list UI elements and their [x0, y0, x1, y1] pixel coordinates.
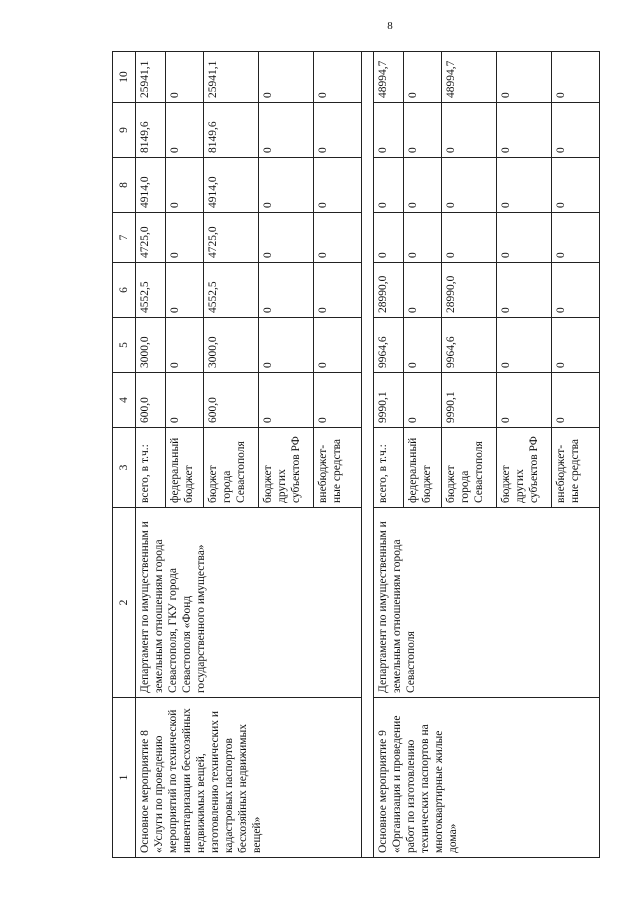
- column-header: 6: [113, 263, 136, 318]
- value-cell: 0: [259, 103, 314, 158]
- value-cell: 0: [442, 158, 497, 213]
- value-cell: 0: [404, 52, 442, 103]
- column-header: 10: [113, 52, 136, 103]
- executor-cell: Департамент по имущественным и земельным отношениям города Севастополя: [374, 508, 600, 698]
- value-cell: 9964,6: [442, 318, 497, 373]
- column-header: 3: [113, 428, 136, 508]
- column-header: 1: [113, 698, 136, 858]
- value-cell: 0: [314, 158, 362, 213]
- value-cell: 0: [552, 158, 600, 213]
- value-cell: 0: [166, 213, 204, 263]
- header-row: [113, 52, 136, 858]
- value-cell: 0: [552, 373, 600, 428]
- value-cell: 9990,1: [374, 373, 404, 428]
- value-cell: 4725,0: [136, 213, 166, 263]
- value-cell: 0: [497, 52, 552, 103]
- value-cell: 4552,5: [136, 263, 166, 318]
- value-cell: 9964,6: [374, 318, 404, 373]
- value-cell: 0: [259, 52, 314, 103]
- value-cell: 0: [552, 213, 600, 263]
- column-header: 5: [113, 318, 136, 373]
- value-cell: 3000,0: [136, 318, 166, 373]
- value-cell: 4914,0: [136, 158, 166, 213]
- block-separator: [362, 52, 374, 858]
- value-cell: 0: [314, 263, 362, 318]
- activity-cell: Основное мероприятие 9 «Организация и проведение работ по изготовлению технических паспортов на многоквартирные жилые дома»: [374, 698, 600, 858]
- value-cell: 0: [374, 158, 404, 213]
- value-cell: 0: [552, 52, 600, 103]
- value-cell: 0: [259, 158, 314, 213]
- value-cell: 25941,1: [204, 52, 259, 103]
- source-cell: всего, в т.ч.:: [374, 428, 404, 508]
- value-cell: 0: [497, 213, 552, 263]
- value-cell: 0: [314, 318, 362, 373]
- source-cell: бюджет города Севастополя: [442, 428, 497, 508]
- source-cell: федеральный бюджет: [404, 428, 442, 508]
- activity-cell: Основное мероприятие 8 «Услуги по проведению мероприятий по технической инвентаризации бесхозяйных недвижимых вещей, изготовлению технических и кадастровых паспортов бесхозяйных недвижимых вещей»: [136, 698, 362, 858]
- value-cell: 48994,7: [442, 52, 497, 103]
- value-cell: 0: [259, 318, 314, 373]
- value-cell: 4552,5: [204, 263, 259, 318]
- value-cell: 0: [166, 318, 204, 373]
- source-cell: бюджет других субъектов РФ: [259, 428, 314, 508]
- value-cell: 0: [404, 318, 442, 373]
- source-cell: внебюджет-ные средства: [552, 428, 600, 508]
- value-cell: 0: [259, 263, 314, 318]
- separator-cell: [362, 52, 374, 858]
- value-cell: 600,0: [204, 373, 259, 428]
- value-cell: 0: [442, 213, 497, 263]
- value-cell: 0: [552, 318, 600, 373]
- column-header: 7: [113, 213, 136, 263]
- value-cell: 28990,0: [442, 263, 497, 318]
- value-cell: 0: [314, 373, 362, 428]
- value-cell: 0: [166, 158, 204, 213]
- value-cell: 25941,1: [136, 52, 166, 103]
- value-cell: 0: [442, 103, 497, 158]
- value-cell: 0: [497, 318, 552, 373]
- value-cell: 0: [552, 103, 600, 158]
- value-cell: 0: [552, 263, 600, 318]
- source-cell: бюджет других субъектов РФ: [497, 428, 552, 508]
- value-cell: 0: [314, 213, 362, 263]
- source-cell: всего, в т.ч.:: [136, 428, 166, 508]
- value-cell: 0: [374, 213, 404, 263]
- value-cell: 0: [404, 158, 442, 213]
- table-row: [136, 52, 166, 858]
- source-cell: бюджет города Севастополя: [204, 428, 259, 508]
- executor-cell: Департамент по имущественным и земельным отношениям города Севастополя, ГКУ города Севастополя «Фонд государственного имущества»: [136, 508, 362, 698]
- value-cell: 0: [166, 52, 204, 103]
- value-cell: 0: [166, 103, 204, 158]
- value-cell: 8149,6: [204, 103, 259, 158]
- value-cell: 0: [404, 103, 442, 158]
- value-cell: 0: [497, 103, 552, 158]
- value-cell: 0: [166, 373, 204, 428]
- table-row: [374, 52, 404, 858]
- value-cell: 0: [259, 213, 314, 263]
- rotated-table-stage: [112, 52, 581, 858]
- column-header: 4: [113, 373, 136, 428]
- value-cell: 4914,0: [204, 158, 259, 213]
- value-cell: 0: [404, 373, 442, 428]
- value-cell: 0: [404, 263, 442, 318]
- value-cell: 0: [314, 103, 362, 158]
- funding-table: [112, 51, 600, 858]
- value-cell: 28990,0: [374, 263, 404, 318]
- value-cell: 0: [497, 373, 552, 428]
- value-cell: 48994,7: [374, 52, 404, 103]
- column-header: 9: [113, 103, 136, 158]
- value-cell: 0: [497, 158, 552, 213]
- column-header: 2: [113, 508, 136, 698]
- source-cell: федеральный бюджет: [166, 428, 204, 508]
- value-cell: 0: [259, 373, 314, 428]
- value-cell: 8149,6: [136, 103, 166, 158]
- value-cell: 3000,0: [204, 318, 259, 373]
- value-cell: 0: [404, 213, 442, 263]
- column-header: 8: [113, 158, 136, 213]
- value-cell: 0: [314, 52, 362, 103]
- value-cell: 0: [166, 263, 204, 318]
- page-number: 8: [387, 20, 393, 32]
- value-cell: 600,0: [136, 373, 166, 428]
- value-cell: 0: [497, 263, 552, 318]
- value-cell: 0: [374, 103, 404, 158]
- value-cell: 9990,1: [442, 373, 497, 428]
- value-cell: 4725,0: [204, 213, 259, 263]
- source-cell: внебюджет-ные средства: [314, 428, 362, 508]
